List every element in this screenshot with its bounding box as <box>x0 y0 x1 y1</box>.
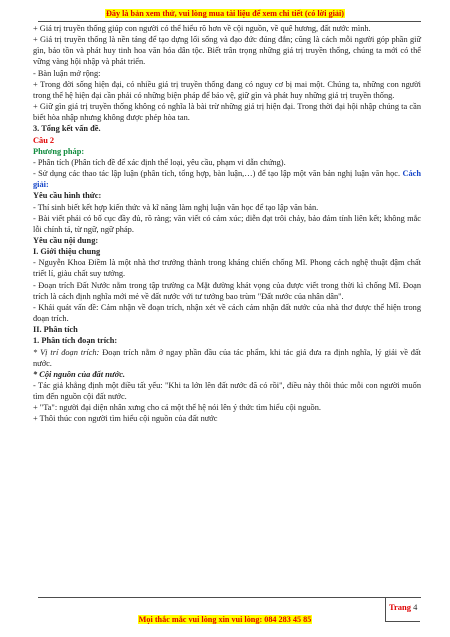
contact-footer-text: Mọi thắc mắc vui lòng xin vui lòng: 084 283 45 85 <box>138 615 312 624</box>
position-label: * Vị trí đoạn trích: <box>33 347 100 357</box>
section-heading: * Cội nguồn của đất nước. <box>33 369 126 379</box>
paragraph: + "Ta": người đại diện nhân xưng cho cả một thế hệ nói lên ý thức tìm hiểu cội nguồn. <box>33 403 321 413</box>
paragraph: + Giá trị truyền thống là nền tảng để tạo dựng lối sống và đạo đức đúng đắn; cũng là cách mỗi người góp phần giữ gìn, bảo tồn và phát huy tinh hoa văn hóa dân tộc. Biết trân trọng những giá trị truyền thống, chúng ta mới có thể vững vàng hội nhập và phát triển. <box>33 35 421 67</box>
paragraph: - Đoạn trích Đất Nước nằm trong tập trường ca Mặt đường khát vọng của được viết trong thời kì chống Mĩ. Đoạn trích là cách định nghĩa mới mẻ về đất nước với tư tưởng bao trùm "Đất nước của nhân dân". <box>33 280 421 301</box>
page-number: 4 <box>413 602 418 612</box>
contact-footer <box>0 615 450 624</box>
paragraph-text: - Sử dụng các thao tác lập luận (phân tích, tổng hợp, bàn luận,…) để tạo lập một văn bản nghị luận văn học. <box>33 169 401 179</box>
section-heading: I. Giới thiệu chung <box>33 247 101 257</box>
paragraph: - Phân tích (Phân tích đề để xác định thể loại, yêu cầu, phạm vi dẫn chứng). <box>33 157 286 167</box>
page-label: Trang <box>389 602 412 612</box>
preview-banner <box>0 9 450 18</box>
paragraph: - Bàn luận mở rộng: <box>33 68 101 78</box>
section-heading: 3. Tổng kết vấn đề. <box>33 124 101 134</box>
question-heading: Câu 2 <box>33 135 55 145</box>
paragraph: + Thôi thúc con người tìm hiểu cội nguồn của đất nước <box>33 414 218 424</box>
section-heading: Yêu cầu nội dung: <box>33 235 99 245</box>
paragraph: + Giá trị truyền thống giúp con người có thể hiểu rõ hơn về cội nguồn, về quê hương, đất nước mình. <box>33 24 371 33</box>
paragraph: - Bài viết phải có bố cục đầy đủ, rõ ràng; văn viết có cảm xúc; diễn đạt trôi chảy, bảo đảm tính liên kết; không mắc lỗi chính tả, từ ngữ, ngữ pháp. <box>33 213 421 234</box>
paragraph: + Trong đời sống hiện đại, có nhiều giá trị truyền thống đang có nguy cơ bị mai một. Chúng ta, những con người trong thế hệ hiện đại cần phải có những biện pháp để bảo vệ, giữ gìn và phát huy những giá trị truyền thống. <box>33 79 421 100</box>
solution-heading: Cách giải: <box>33 169 421 190</box>
preview-banner-text: Đây là bản xem thử, vui lòng mua tài liệu để xem chi tiết (có lời giải) <box>105 9 344 18</box>
paragraph: - Tác giả khẳng định một điều tất yếu: "Khi ta lớn lên đất nước đã có rồi", điều này thôi thúc mỗi con người muốn tìm đến nguồn cội đất nước. <box>33 381 421 402</box>
section-heading: Yêu cầu hình thức: <box>33 191 102 201</box>
paragraph <box>33 347 421 369</box>
section-heading: 1. Phân tích đoạn trích: <box>33 336 118 346</box>
footer-rule <box>38 597 421 598</box>
method-heading: Phương pháp: <box>33 146 85 156</box>
paragraph: - Thí sinh biết kết hợp kiến thức và kĩ năng làm nghị luận văn học để tạo lập văn bản. <box>33 202 319 212</box>
paragraph-text: Đoạn trích nằm ở ngay phần đầu của tác phẩm, khi tác giả đưa ra định nghĩa, lý giải về đất nước. <box>33 347 421 368</box>
paragraph: - Nguyễn Khoa Điềm là một nhà thơ trưởng thành trong kháng chiến chống Mĩ. Phong cách nghệ thuật đậm chất triết lí, giàu chất suy tưởng. <box>33 258 421 279</box>
paragraph <box>33 168 421 190</box>
paragraph: + Giữ gìn giá trị truyền thống không có nghĩa là bài trừ những giá trị hiện đại. Trong thời đại hội nhập chúng ta cần biết hòa nhập nhưng không được phép hòa tan. <box>33 102 421 123</box>
paragraph: - Khái quát vấn đề: Cảm nhận về đoạn trích, nhận xét về cách cảm nhận đất nước của nhà thơ được thể hiện trong đoạn trích. <box>33 302 421 324</box>
document-body <box>33 23 421 425</box>
header-rule <box>38 21 421 22</box>
section-heading: II. Phân tích <box>33 325 78 335</box>
